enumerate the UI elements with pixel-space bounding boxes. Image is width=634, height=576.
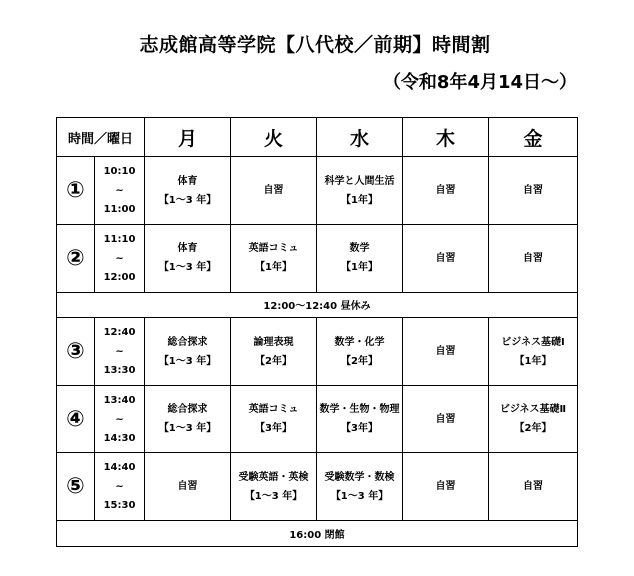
period-row-2 bbox=[57, 224, 578, 292]
subject-name: 体育 bbox=[177, 175, 198, 187]
grade-label: 【1～3 年】 bbox=[158, 194, 217, 206]
page-title: 志成館高等学院【八代校／前期】時間割 bbox=[139, 34, 491, 56]
grade-label: 【3年】 bbox=[341, 423, 378, 435]
subject-name: 自習 bbox=[435, 252, 456, 264]
grade-label: 【2年】 bbox=[255, 355, 292, 367]
time-day-header: 時間／曜日 bbox=[57, 118, 145, 157]
subject-name: 総合探求 bbox=[167, 404, 208, 416]
subject-name: ビジネス基礎Ⅱ bbox=[499, 404, 567, 416]
class-cell-tue bbox=[231, 224, 317, 292]
period-time bbox=[95, 385, 145, 453]
class-cell-fri bbox=[489, 224, 578, 292]
class-cell-mon bbox=[145, 157, 231, 225]
lunch-break: 12:00～12:40 昼休み bbox=[57, 292, 578, 318]
subject-name: 総合探求 bbox=[167, 336, 208, 348]
class-cell-mon bbox=[145, 385, 231, 453]
subject-name: 自習 bbox=[177, 481, 198, 493]
subject-name: 英語コミュ bbox=[248, 243, 299, 255]
period-end: 13:30 bbox=[103, 365, 136, 377]
subject-name: ビジネス基礎Ⅰ bbox=[501, 336, 565, 348]
period-time bbox=[95, 157, 145, 225]
period-end: 14:30 bbox=[103, 432, 136, 444]
period-end: 15:30 bbox=[103, 500, 136, 512]
period-start: 10:10 bbox=[103, 166, 136, 178]
grade-label: 【1年】 bbox=[341, 262, 378, 274]
day-header-tue: 火 bbox=[231, 118, 317, 157]
subject-name: 体育 bbox=[177, 243, 198, 255]
period-number: ③ bbox=[57, 318, 95, 386]
subject-name: 数学 bbox=[349, 243, 370, 255]
day-header-fri: 金 bbox=[489, 118, 578, 157]
class-cell-mon bbox=[145, 453, 231, 521]
period-time-separator: ~ bbox=[115, 481, 124, 493]
period-number: ⑤ bbox=[57, 453, 95, 521]
period-time-separator: ~ bbox=[115, 252, 124, 264]
class-cell-mon bbox=[145, 224, 231, 292]
class-cell-tue bbox=[231, 157, 317, 225]
period-row-5 bbox=[57, 453, 578, 521]
period-number: ① bbox=[57, 157, 95, 225]
class-cell-fri bbox=[489, 453, 578, 521]
class-cell-wed bbox=[317, 318, 403, 386]
grade-label: 【2年】 bbox=[341, 355, 378, 367]
period-row-4 bbox=[57, 385, 578, 453]
period-start: 13:40 bbox=[103, 394, 136, 406]
grade-label: 【1～3 年】 bbox=[330, 490, 389, 502]
subject-name: 自習 bbox=[263, 185, 284, 197]
timetable bbox=[56, 117, 578, 547]
subject-name: 英語コミュ bbox=[248, 404, 299, 416]
day-header-wed: 水 bbox=[317, 118, 403, 157]
class-cell-thu bbox=[403, 453, 489, 521]
grade-label: 【1～3 年】 bbox=[158, 262, 217, 274]
class-cell-thu bbox=[403, 157, 489, 225]
subject-name: 自習 bbox=[523, 252, 544, 264]
effective-date: （令和8年4月14日～） bbox=[382, 72, 578, 93]
subject-name: 数学・化学 bbox=[334, 336, 385, 348]
subject-name: 自習 bbox=[523, 185, 544, 197]
class-cell-tue bbox=[231, 453, 317, 521]
grade-label: 【1～3 年】 bbox=[158, 355, 217, 367]
class-cell-fri bbox=[489, 318, 578, 386]
period-number: ④ bbox=[57, 385, 95, 453]
lunch-break-row bbox=[57, 292, 578, 318]
class-cell-fri bbox=[489, 157, 578, 225]
closing-time: 16:00 閉館 bbox=[57, 521, 578, 547]
period-time-separator: ~ bbox=[115, 346, 124, 358]
period-row-1 bbox=[57, 157, 578, 225]
period-time bbox=[95, 224, 145, 292]
grade-label: 【1年】 bbox=[514, 355, 552, 367]
subject-name: 受験英語・英検 bbox=[238, 471, 309, 483]
class-cell-wed bbox=[317, 157, 403, 225]
closing-time-row bbox=[57, 521, 578, 547]
period-number: ② bbox=[57, 224, 95, 292]
period-start: 14:40 bbox=[103, 462, 136, 474]
class-cell-wed bbox=[317, 453, 403, 521]
period-time-separator: ~ bbox=[115, 185, 124, 197]
subject-name: 数学・生物・物理 bbox=[319, 404, 400, 416]
period-time bbox=[95, 453, 145, 521]
class-cell-wed bbox=[317, 385, 403, 453]
class-cell-wed bbox=[317, 224, 403, 292]
class-cell-thu bbox=[403, 224, 489, 292]
subject-name: 自習 bbox=[435, 481, 456, 493]
day-header-mon: 月 bbox=[145, 118, 231, 157]
grade-label: 【3年】 bbox=[255, 423, 292, 435]
subject-name: 自習 bbox=[435, 413, 456, 425]
grade-label: 【1年】 bbox=[341, 194, 378, 206]
period-end: 12:00 bbox=[103, 271, 136, 283]
period-time bbox=[95, 318, 145, 386]
subject-name: 自習 bbox=[523, 481, 544, 493]
subject-name: 科学と人間生活 bbox=[324, 175, 395, 187]
class-cell-thu bbox=[403, 385, 489, 453]
grade-label: 【2年】 bbox=[514, 423, 552, 435]
subject-name: 自習 bbox=[435, 346, 456, 358]
period-end: 11:00 bbox=[103, 204, 136, 216]
class-cell-tue bbox=[231, 318, 317, 386]
class-cell-tue bbox=[231, 385, 317, 453]
grade-label: 【1～3 年】 bbox=[244, 490, 303, 502]
class-cell-mon bbox=[145, 318, 231, 386]
grade-label: 【1～3 年】 bbox=[158, 423, 217, 435]
grade-label: 【1年】 bbox=[255, 262, 292, 274]
period-time-separator: ~ bbox=[115, 413, 124, 425]
period-start: 11:10 bbox=[103, 233, 136, 245]
day-header-thu: 木 bbox=[403, 118, 489, 157]
subject-name: 自習 bbox=[435, 185, 456, 197]
subject-name: 受験数学・数検 bbox=[324, 471, 395, 483]
period-start: 12:40 bbox=[103, 327, 136, 339]
class-cell-fri bbox=[489, 385, 578, 453]
period-row-3 bbox=[57, 318, 578, 386]
class-cell-thu bbox=[403, 318, 489, 386]
subject-name: 論理表現 bbox=[253, 336, 294, 348]
header-row bbox=[57, 118, 578, 157]
